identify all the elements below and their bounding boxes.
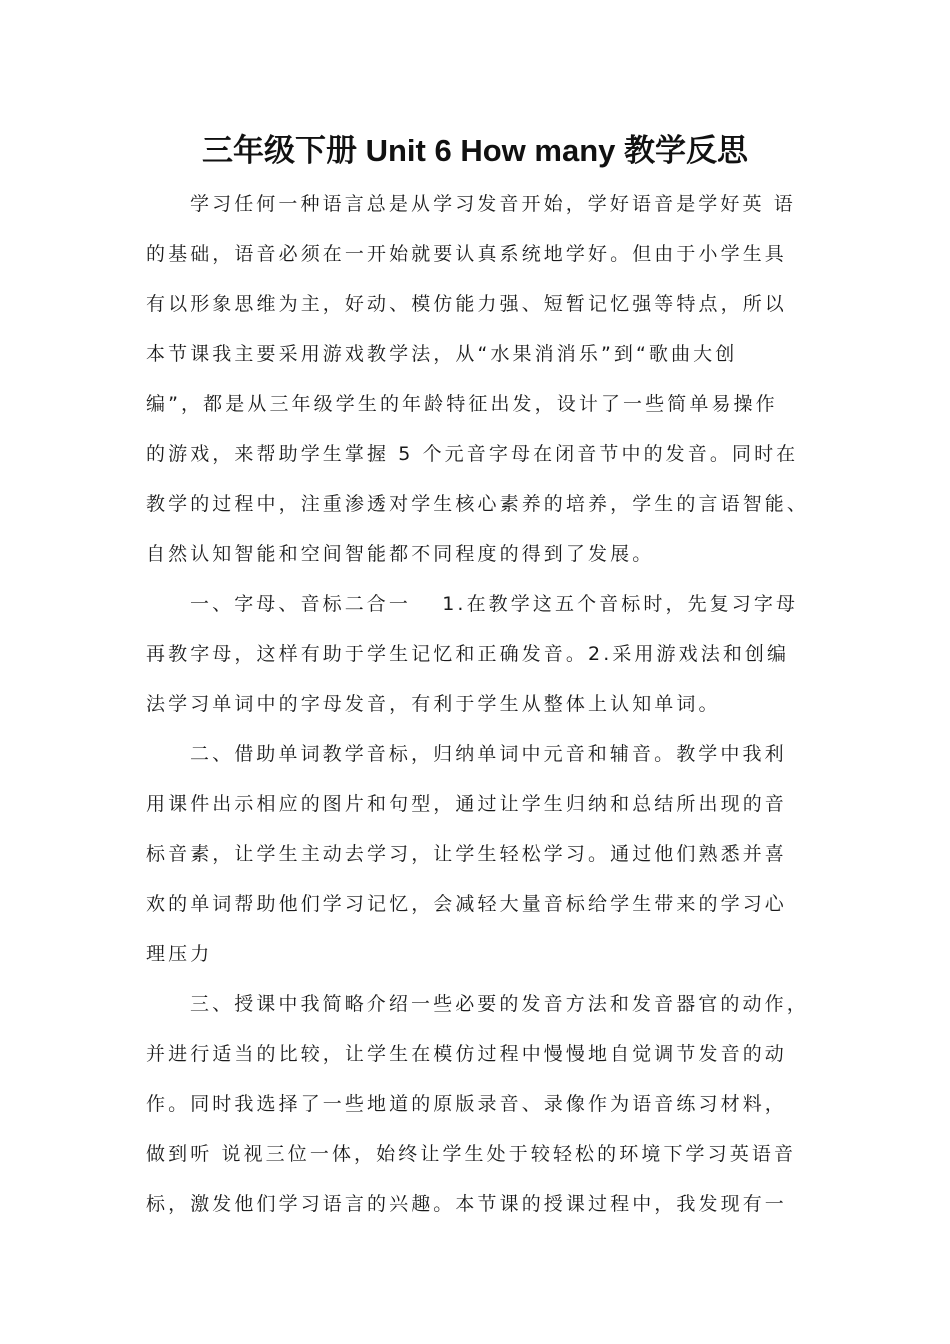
text-line: 自然认知智能和空间智能都不同程度的得到了发展。 [146,543,655,565]
text-line: 一、字母、音标二合一 1.在教学这五个音标时，先复习字母 [190,593,799,615]
text-line: 的基础，语音必须在一开始就要认真系统地学好。但由于小学生具 [146,243,787,265]
text-line: 本节课我主要采用游戏教学法，从“水果消消乐”到“歌曲大创 [146,343,738,365]
text-line: 的游戏，来帮助学生掌握 5 个元音字母在闭音节中的发音。同时在 [146,443,799,465]
text-line: 标，激发他们学习语言的兴趣。本节课的授课过程中，我发现有一 [146,1193,787,1215]
text-line: 二、借助单词教学音标，归纳单词中元音和辅音。教学中我利 [190,743,787,765]
text-line: 用课件出示相应的图片和句型，通过让学生归纳和总结所出现的音 [146,793,787,815]
paragraph-2 [146,579,826,729]
text-line: 标音素，让学生主动去学习，让学生轻松学习。通过他们熟悉并喜 [146,843,787,865]
paragraph-4 [146,979,826,1229]
text-line: 学习任何一种语言总是从学习发音开始，学好语音是学好英 语 [190,193,796,215]
paragraph-3 [146,729,826,979]
text-line: 三、授课中我简略介绍一些必要的发音方法和发音器官的动作， [190,993,809,1015]
text-line: 教学的过程中，注重渗透对学生核心素养的培养，学生的言语智能、 [146,493,810,515]
text-line: 理压力 [146,943,213,965]
text-line: 做到听 说视三位一体，始终让学生处于较轻松的环境下学习英语音 [146,1143,797,1165]
text-line: 欢的单词帮助他们学习记忆，会减轻大量音标给学生带来的学习心 [146,893,787,915]
text-line: 作。同时我选择了一些地道的原版录音、录像作为语音练习材料， [146,1093,787,1115]
text-line: 并进行适当的比较，让学生在模仿过程中慢慢地自觉调节发音的动 [146,1043,787,1065]
text-line: 有以形象思维为主，好动、模仿能力强、短暂记忆强等特点，所以 [146,293,787,315]
document-body [146,179,826,1229]
document-title: 三年级下册 Unit 6 How many 教学反思 [202,133,748,168]
text-line: 法学习单词中的字母发音，有利于学生从整体上认知单词。 [146,693,721,715]
text-line: 再教字母，这样有助于学生记忆和正确发音。2.采用游戏法和创编 [146,643,790,665]
text-line: 编”，都是从三年级学生的年龄特征出发，设计了一些简单易操作 [146,393,778,415]
paragraph-1 [146,179,826,579]
